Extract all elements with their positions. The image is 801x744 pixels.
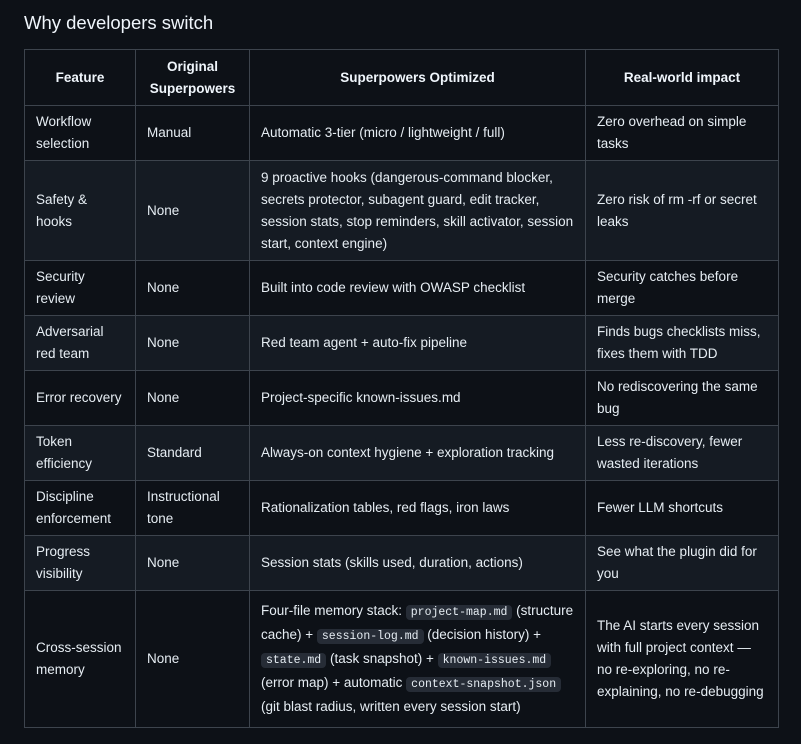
optimized-cell: Built into code review with OWASP checklist <box>250 261 586 316</box>
feature-cell: Workflow selection <box>25 106 136 161</box>
impact-cell: Zero overhead on simple tasks <box>586 106 779 161</box>
code-session-log: session-log.md <box>317 629 424 644</box>
memory-text: (error map) + automatic <box>261 675 407 690</box>
table-row <box>25 161 779 261</box>
table-row <box>25 371 779 426</box>
original-cell: None <box>136 536 250 591</box>
original-cell: Instructional tone <box>136 481 250 536</box>
table-row <box>25 261 779 316</box>
impact-cell: The AI starts every session with full project context — no re-exploring, no re-explaining, no re-debugging <box>586 591 779 728</box>
optimized-cell: Rationalization tables, red flags, iron laws <box>250 481 586 536</box>
table-row <box>25 536 779 591</box>
optimized-cell: Project-specific known-issues.md <box>250 371 586 426</box>
impact-cell: Security catches before merge <box>586 261 779 316</box>
optimized-cell: Always-on context hygiene + exploration tracking <box>250 426 586 481</box>
comparison-table <box>24 49 779 728</box>
original-cell: Manual <box>136 106 250 161</box>
table-row <box>25 106 779 161</box>
feature-cell: Progress visibility <box>25 536 136 591</box>
impact-cell: Zero risk of rm -rf or secret leaks <box>586 161 779 261</box>
impact-cell: Less re-discovery, fewer wasted iterations <box>586 426 779 481</box>
feature-cell: Discipline enforcement <box>25 481 136 536</box>
impact-cell: No rediscovering the same bug <box>586 371 779 426</box>
table-row <box>25 481 779 536</box>
original-cell: None <box>136 161 250 261</box>
code-context-snapshot: context-snapshot.json <box>406 677 561 692</box>
header-optimized: Superpowers Optimized <box>250 50 586 106</box>
table-header-row <box>25 50 779 106</box>
optimized-cell <box>250 591 586 728</box>
code-state: state.md <box>261 653 326 668</box>
table-row <box>25 426 779 481</box>
memory-text: (git blast radius, written every session start) <box>261 699 521 714</box>
page-heading: Why developers switch <box>24 12 214 33</box>
original-cell: None <box>136 261 250 316</box>
memory-text: (decision history) + <box>423 627 541 642</box>
feature-cell: Token efficiency <box>25 426 136 481</box>
impact-cell: Fewer LLM shortcuts <box>586 481 779 536</box>
original-cell: Standard <box>136 426 250 481</box>
feature-cell: Error recovery <box>25 371 136 426</box>
impact-cell: Finds bugs checklists miss, fixes them with TDD <box>586 316 779 371</box>
feature-cell: Security review <box>25 261 136 316</box>
feature-cell: Safety & hooks <box>25 161 136 261</box>
original-cell: None <box>136 591 250 728</box>
original-cell: None <box>136 316 250 371</box>
header-impact: Real-world impact <box>586 50 779 106</box>
original-cell: None <box>136 371 250 426</box>
optimized-cell: Automatic 3-tier (micro / lightweight / full) <box>250 106 586 161</box>
optimized-cell: 9 proactive hooks (dangerous-command blocker, secrets protector, subagent guard, edit tracker, session stats, stop reminders, skill activator, session start, context engine) <box>250 161 586 261</box>
feature-cell: Adversarial red team <box>25 316 136 371</box>
table-row <box>25 316 779 371</box>
code-known-issues: known-issues.md <box>438 653 552 668</box>
header-feature: Feature <box>25 50 136 106</box>
header-original: Original Superpowers <box>136 50 250 106</box>
code-project-map: project-map.md <box>406 605 513 620</box>
memory-text: Four-file memory stack: <box>261 603 406 618</box>
memory-text: (task snapshot) + <box>326 651 438 666</box>
impact-cell: See what the plugin did for you <box>586 536 779 591</box>
table-row-memory <box>25 591 779 728</box>
memory-text: (structure cache) + <box>261 603 574 642</box>
optimized-cell: Red team agent + auto-fix pipeline <box>250 316 586 371</box>
feature-cell: Cross-session memory <box>25 591 136 728</box>
optimized-cell: Session stats (skills used, duration, actions) <box>250 536 586 591</box>
